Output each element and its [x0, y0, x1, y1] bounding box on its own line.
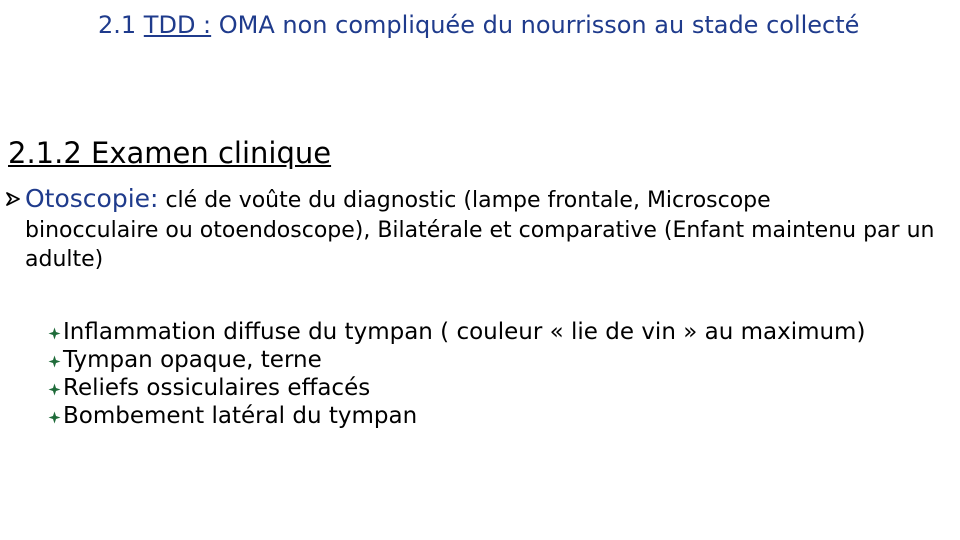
list-item — [48, 346, 928, 374]
bullet-list — [48, 318, 928, 430]
otoscopie-continuation: binocculaire ou otoendoscope), Bilatérale et comparative (Enfant maintenu par un adulte) — [25, 218, 935, 272]
title-rest: OMA non compliquée du nourrisson au stade collecté — [211, 11, 860, 39]
otoscopie-paragraph — [5, 184, 950, 274]
otoscopie-line1: clé de voûte du diagnostic (lampe frontale, Microscope — [158, 188, 771, 213]
bullet-text: Inflammation diffuse du tympan ( couleur « lie de vin » au maximum) — [63, 319, 866, 345]
diamond-star-icon — [48, 327, 61, 340]
bullet-text: Tympan opaque, terne — [63, 347, 322, 373]
slide-title — [98, 10, 918, 40]
bullet-text: Bombement latéral du tympan — [63, 403, 418, 429]
list-item — [48, 374, 928, 402]
diamond-star-icon — [48, 411, 61, 424]
list-item — [48, 402, 928, 430]
list-item — [48, 318, 928, 346]
bullet-text: Reliefs ossiculaires effacés — [63, 375, 371, 401]
arrowhead-check-icon — [5, 187, 25, 216]
diamond-star-icon — [48, 383, 61, 396]
section-heading — [8, 135, 331, 171]
section-heading-text: 2.1.2 Examen clinique — [8, 136, 332, 170]
title-prefix: 2.1 — [98, 11, 144, 39]
diamond-star-icon — [48, 355, 61, 368]
title-tdd: TDD : — [143, 11, 212, 39]
otoscopie-keyword: Otoscopie: — [25, 184, 159, 213]
